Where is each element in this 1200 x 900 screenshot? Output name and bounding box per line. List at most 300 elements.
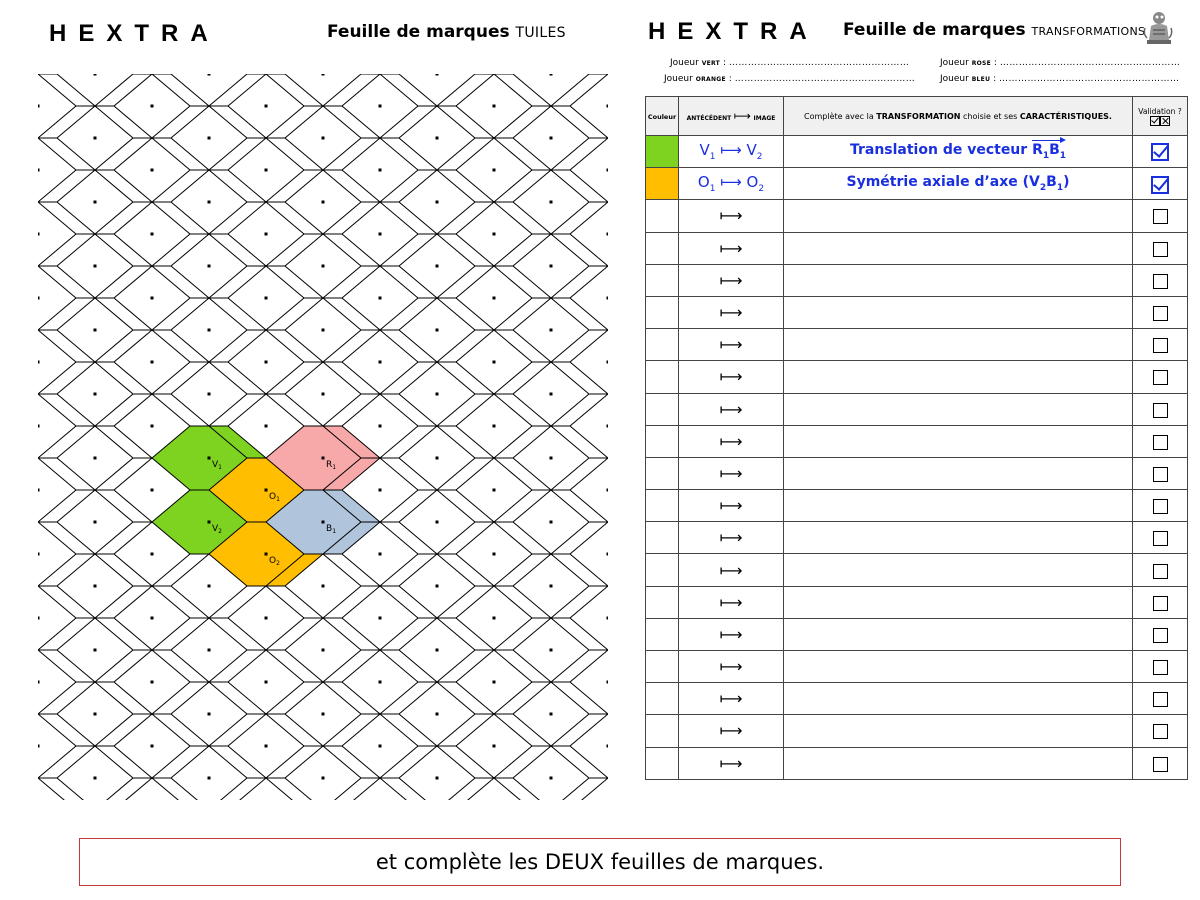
antecedent-image-cell[interactable]: ⟼ xyxy=(679,329,784,361)
transformation-cell[interactable] xyxy=(784,425,1133,457)
hex-center-dot xyxy=(208,393,211,396)
hex-center-dot xyxy=(607,745,609,748)
validation-checkbox[interactable] xyxy=(1153,757,1168,772)
header-arrow-icon: ⟼ xyxy=(733,109,751,123)
hex-center-dot xyxy=(94,713,97,716)
hex-center-dot xyxy=(493,233,496,236)
transformation-cell[interactable] xyxy=(784,554,1133,586)
hex-center-dot xyxy=(151,553,154,556)
hex-tile-label: $O_1$ xyxy=(269,492,280,503)
header-desc-transformation: TRANSFORMATION xyxy=(876,111,961,121)
validation-checkbox[interactable] xyxy=(1153,499,1168,514)
table-row xyxy=(646,747,1188,779)
hex-cell xyxy=(38,778,95,800)
validation-checkbox[interactable] xyxy=(1153,306,1168,321)
color-cell[interactable] xyxy=(646,651,679,683)
hex-center-dot xyxy=(38,489,40,492)
hex-center-dot xyxy=(322,201,325,204)
hex-center-dot xyxy=(38,233,40,236)
hex-center-dot xyxy=(151,169,154,172)
transformation-cell[interactable] xyxy=(784,329,1133,361)
transformation-cell[interactable] xyxy=(784,651,1133,683)
hex-center-dot xyxy=(493,425,496,428)
validation-cell xyxy=(1133,457,1188,489)
hex-center-dot xyxy=(379,681,382,684)
hex-center-dot xyxy=(94,521,97,524)
transformation-cell[interactable] xyxy=(784,296,1133,328)
hex-center-dot xyxy=(550,74,553,76)
hex-center-dot xyxy=(493,745,496,748)
left-sheet-subtitle: TUILES xyxy=(515,25,566,41)
right-sheet-title xyxy=(843,20,1145,40)
hex-center-dot xyxy=(38,681,40,684)
color-cell[interactable] xyxy=(646,554,679,586)
validation-cell xyxy=(1133,168,1188,200)
transformation-cell[interactable] xyxy=(784,264,1133,296)
hex-center-dot xyxy=(94,265,97,268)
mascot-logo-icon xyxy=(1143,10,1173,48)
hex-tile-label: $O_2$ xyxy=(269,556,280,567)
hex-center-dot xyxy=(38,169,40,172)
player-blue-field[interactable] xyxy=(940,74,1180,84)
hex-cell xyxy=(266,74,380,106)
checked-box-icon xyxy=(1150,116,1160,126)
hex-center-dot xyxy=(436,649,439,652)
table-row xyxy=(646,200,1188,232)
hex-center-dot xyxy=(436,201,439,204)
hex-cell xyxy=(380,746,494,800)
hex-center-dot xyxy=(94,74,97,76)
hex-center-dot xyxy=(265,553,268,556)
hex-center-dot xyxy=(322,137,325,140)
table-row xyxy=(646,586,1188,618)
color-cell xyxy=(646,168,679,200)
validation-cell xyxy=(1133,554,1188,586)
hex-center-dot xyxy=(94,585,97,588)
table-row xyxy=(646,683,1188,715)
validation-checkbox[interactable] xyxy=(1151,143,1169,161)
antecedent-image-cell[interactable]: ⟼ xyxy=(679,747,784,779)
hex-center-dot xyxy=(94,777,97,780)
hex-center-dot xyxy=(550,393,553,396)
hex-center-dot xyxy=(322,777,325,780)
validation-checkbox[interactable] xyxy=(1153,435,1168,450)
hex-center-dot xyxy=(607,425,609,428)
color-cell[interactable] xyxy=(646,457,679,489)
hex-center-dot xyxy=(550,329,553,332)
header-validation xyxy=(1133,97,1188,136)
brand-logo-left: HEXTRA xyxy=(49,20,220,47)
crossed-box-icon xyxy=(1160,116,1170,126)
validation-checkbox[interactable] xyxy=(1153,467,1168,482)
hex-center-dot xyxy=(379,745,382,748)
hex-tile-label: $R_1$ xyxy=(326,460,337,471)
antecedent-image-cell[interactable]: ⟼ xyxy=(679,651,784,683)
color-cell[interactable] xyxy=(646,425,679,457)
antecedent-image-cell: $O_1$ ⟼ $O_2$ xyxy=(679,168,784,200)
antecedent-image-cell[interactable]: ⟼ xyxy=(679,425,784,457)
hex-tile-label: $V_2$ xyxy=(212,524,222,535)
transformation-cell[interactable]: Translation de vecteur $R_1B_1$ xyxy=(784,136,1133,168)
antecedent-image-cell[interactable]: ⟼ xyxy=(679,618,784,650)
hex-center-dot xyxy=(607,553,609,556)
validation-checkbox[interactable] xyxy=(1153,403,1168,418)
color-cell[interactable] xyxy=(646,683,679,715)
hex-center-dot xyxy=(265,361,268,364)
hex-cell xyxy=(95,778,209,800)
hex-center-dot xyxy=(550,585,553,588)
validation-cell xyxy=(1133,393,1188,425)
table-row xyxy=(646,296,1188,328)
validation-checkbox[interactable] xyxy=(1153,596,1168,611)
player-pink-field[interactable] xyxy=(940,58,1180,68)
hex-center-dot xyxy=(607,617,609,620)
hex-center-dot xyxy=(208,265,211,268)
hex-center-dot xyxy=(208,521,211,524)
table-row xyxy=(646,168,1188,200)
antecedent-image-cell[interactable]: ⟼ xyxy=(679,554,784,586)
transformation-cell[interactable] xyxy=(784,490,1133,522)
table-row xyxy=(646,425,1188,457)
antecedent-image-cell: $V_1$ ⟼ $V_2$ xyxy=(679,136,784,168)
color-cell[interactable] xyxy=(646,393,679,425)
transformation-cell[interactable] xyxy=(784,618,1133,650)
hex-center-dot xyxy=(94,329,97,332)
hex-center-dot xyxy=(94,201,97,204)
header-validation-label: Validation ? xyxy=(1138,106,1182,116)
hex-center-dot xyxy=(94,393,97,396)
hex-center-dot xyxy=(151,425,154,428)
player-orange-blank: ………………………………………………… xyxy=(734,74,916,84)
transformation-cell[interactable] xyxy=(784,361,1133,393)
player-green-field[interactable] xyxy=(670,58,909,68)
hex-center-dot xyxy=(436,521,439,524)
hex-center-dot xyxy=(550,649,553,652)
hex-center-dot xyxy=(436,585,439,588)
player-orange-prefix: Joueur xyxy=(664,74,693,84)
table-row xyxy=(646,393,1188,425)
validation-cell xyxy=(1133,683,1188,715)
hex-center-dot xyxy=(151,489,154,492)
hex-center-dot xyxy=(38,105,40,108)
hex-center-dot xyxy=(607,489,609,492)
validation-cell xyxy=(1133,200,1188,232)
hex-center-dot xyxy=(265,745,268,748)
hex-center-dot xyxy=(493,489,496,492)
hex-center-dot xyxy=(436,393,439,396)
transformation-cell[interactable] xyxy=(784,522,1133,554)
color-cell[interactable] xyxy=(646,715,679,747)
hex-center-dot xyxy=(550,777,553,780)
hex-center-dot xyxy=(436,137,439,140)
hex-center-dot xyxy=(265,169,268,172)
hex-center-dot xyxy=(607,233,609,236)
validation-checkbox[interactable] xyxy=(1153,370,1168,385)
hex-center-dot xyxy=(493,553,496,556)
player-blue-colon: : xyxy=(990,74,997,84)
color-cell[interactable] xyxy=(646,200,679,232)
hex-center-dot xyxy=(322,649,325,652)
transformation-cell[interactable] xyxy=(784,232,1133,264)
table-row xyxy=(646,715,1188,747)
validation-checkbox[interactable] xyxy=(1153,724,1168,739)
antecedent-image-cell[interactable]: ⟼ xyxy=(679,683,784,715)
table-row xyxy=(646,264,1188,296)
antecedent-image-cell[interactable]: ⟼ xyxy=(679,361,784,393)
hex-center-dot xyxy=(38,745,40,748)
color-cell[interactable] xyxy=(646,586,679,618)
hex-center-dot xyxy=(265,489,268,492)
transformation-cell[interactable] xyxy=(784,715,1133,747)
validation-cell xyxy=(1133,618,1188,650)
header-antecedent-label: ANTÉCÉDENT xyxy=(686,115,732,122)
validation-checkbox[interactable] xyxy=(1153,692,1168,707)
color-cell[interactable] xyxy=(646,490,679,522)
hex-cell xyxy=(152,74,266,106)
hex-center-dot xyxy=(379,553,382,556)
hex-center-dot xyxy=(379,361,382,364)
player-orange-colon: : xyxy=(725,74,732,84)
hex-center-dot xyxy=(436,329,439,332)
hex-center-dot xyxy=(38,361,40,364)
table-row xyxy=(646,490,1188,522)
antecedent-image-cell[interactable]: ⟼ xyxy=(679,457,784,489)
hex-center-dot xyxy=(265,297,268,300)
hex-center-dot xyxy=(151,745,154,748)
color-cell[interactable] xyxy=(646,296,679,328)
player-orange-color: ORANGE xyxy=(695,76,726,83)
validation-checkbox[interactable] xyxy=(1153,628,1168,643)
transformation-cell[interactable]: Symétrie axiale d’axe $(V_2B_1)$ xyxy=(784,168,1133,200)
validation-checkbox[interactable] xyxy=(1153,274,1168,289)
validation-cell xyxy=(1133,361,1188,393)
hex-center-dot xyxy=(379,233,382,236)
table-row xyxy=(646,554,1188,586)
hex-center-dot xyxy=(550,457,553,460)
player-green-colon: : xyxy=(720,58,726,68)
player-pink-prefix: Joueur xyxy=(940,58,969,68)
table-row xyxy=(646,522,1188,554)
validation-cell xyxy=(1133,490,1188,522)
color-cell[interactable] xyxy=(646,264,679,296)
validation-cell xyxy=(1133,296,1188,328)
hex-center-dot xyxy=(436,457,439,460)
player-green-color: VERT xyxy=(701,60,721,67)
hex-center-dot xyxy=(322,393,325,396)
validation-checkbox[interactable] xyxy=(1153,564,1168,579)
hex-center-dot xyxy=(38,425,40,428)
table-header-row xyxy=(646,97,1188,136)
table-row xyxy=(646,651,1188,683)
instruction-text: et complète les DEUX feuilles de marques. xyxy=(375,850,825,874)
transformation-cell[interactable] xyxy=(784,200,1133,232)
hex-center-dot xyxy=(208,457,211,460)
player-pink-color: ROSE xyxy=(971,60,992,67)
hex-cell xyxy=(152,746,266,800)
hex-cell xyxy=(380,74,494,106)
hex-center-dot xyxy=(208,74,211,76)
hex-center-dot xyxy=(208,329,211,332)
transformation-cell[interactable] xyxy=(784,457,1133,489)
antecedent-image-cell[interactable]: ⟼ xyxy=(679,490,784,522)
hex-cell xyxy=(494,746,608,800)
hex-tile-label: $V_1$ xyxy=(212,460,222,471)
hex-center-dot xyxy=(379,297,382,300)
hex-center-dot xyxy=(322,585,325,588)
header-image-label: IMAGE xyxy=(753,115,776,122)
antecedent-image-cell[interactable]: ⟼ xyxy=(679,586,784,618)
validation-cell xyxy=(1133,136,1188,168)
antecedent-image-cell[interactable]: ⟼ xyxy=(679,393,784,425)
player-green-blank: ………………………………………………… xyxy=(728,58,910,68)
hex-center-dot xyxy=(265,233,268,236)
hex-center-dot xyxy=(436,74,439,76)
header-desc-mid: choisie et ses xyxy=(963,111,1018,121)
transformation-cell[interactable] xyxy=(784,393,1133,425)
hex-center-dot xyxy=(607,681,609,684)
player-blue-prefix: Joueur xyxy=(940,74,969,84)
table-row xyxy=(646,618,1188,650)
table-row xyxy=(646,457,1188,489)
table-row xyxy=(646,361,1188,393)
color-cell[interactable] xyxy=(646,747,679,779)
hex-center-dot xyxy=(208,201,211,204)
hex-center-dot xyxy=(550,713,553,716)
player-orange-field[interactable] xyxy=(664,74,915,84)
hex-center-dot xyxy=(94,649,97,652)
header-desc-caracteristiques: CARACTÉRISTIQUES. xyxy=(1019,111,1112,121)
color-cell[interactable] xyxy=(646,329,679,361)
antecedent-image-cell[interactable]: ⟼ xyxy=(679,522,784,554)
hex-center-dot xyxy=(322,457,325,460)
left-sheet-title xyxy=(327,22,566,42)
hex-center-dot xyxy=(493,617,496,620)
hex-grid xyxy=(38,74,608,800)
hex-center-dot xyxy=(265,617,268,620)
hex-center-dot xyxy=(208,713,211,716)
player-pink-blank: ………………………………………………… xyxy=(999,58,1181,68)
hex-center-dot xyxy=(38,617,40,620)
transformation-cell[interactable] xyxy=(784,747,1133,779)
validation-checkbox[interactable] xyxy=(1153,242,1168,257)
antecedent-image-cell[interactable]: ⟼ xyxy=(679,264,784,296)
hex-center-dot xyxy=(379,617,382,620)
table-row xyxy=(646,329,1188,361)
validation-cell xyxy=(1133,651,1188,683)
hex-center-dot xyxy=(379,169,382,172)
hex-center-dot xyxy=(550,137,553,140)
antecedent-image-cell[interactable]: ⟼ xyxy=(679,232,784,264)
header-color: Couleur xyxy=(646,97,679,136)
hex-center-dot xyxy=(550,521,553,524)
table-row xyxy=(646,136,1188,168)
right-sheet-subtitle: TRANSFORMATIONS xyxy=(1031,25,1146,38)
hex-tile-label: $B_1$ xyxy=(326,524,337,535)
hex-cell xyxy=(209,778,323,800)
hex-center-dot xyxy=(607,297,609,300)
color-cell[interactable] xyxy=(646,232,679,264)
validation-checkbox[interactable] xyxy=(1153,338,1168,353)
header-description xyxy=(784,97,1133,136)
validation-cell xyxy=(1133,747,1188,779)
validation-checkbox[interactable] xyxy=(1153,531,1168,546)
validation-cell xyxy=(1133,715,1188,747)
hex-center-dot xyxy=(322,521,325,524)
instruction-banner xyxy=(79,838,1121,886)
hex-cell xyxy=(38,74,152,106)
validation-cell xyxy=(1133,425,1188,457)
hex-center-dot xyxy=(208,649,211,652)
hex-center-dot xyxy=(265,681,268,684)
brand-logo-right: HEXTRA xyxy=(648,18,819,45)
hex-center-dot xyxy=(265,105,268,108)
hex-center-dot xyxy=(151,681,154,684)
validation-cell xyxy=(1133,232,1188,264)
transformation-cell[interactable] xyxy=(784,586,1133,618)
antecedent-image-cell[interactable]: ⟼ xyxy=(679,200,784,232)
hex-center-dot xyxy=(436,777,439,780)
validation-cell xyxy=(1133,586,1188,618)
hex-center-dot xyxy=(607,361,609,364)
hex-center-dot xyxy=(208,777,211,780)
hex-center-dot xyxy=(208,137,211,140)
hex-cell xyxy=(494,74,608,106)
color-cell[interactable] xyxy=(646,361,679,393)
color-cell xyxy=(646,136,679,168)
hex-center-dot xyxy=(151,233,154,236)
hex-center-dot xyxy=(151,297,154,300)
hex-center-dot xyxy=(208,585,211,588)
header-antecedent-image xyxy=(679,97,784,136)
hex-center-dot xyxy=(607,169,609,172)
hex-center-dot xyxy=(38,553,40,556)
hex-center-dot xyxy=(436,713,439,716)
hex-cell xyxy=(38,746,152,800)
validation-checkbox[interactable] xyxy=(1151,176,1169,194)
hex-center-dot xyxy=(265,425,268,428)
hex-center-dot xyxy=(379,425,382,428)
hex-center-dot xyxy=(493,297,496,300)
hex-center-dot xyxy=(550,265,553,268)
hex-center-dot xyxy=(493,169,496,172)
hex-center-dot xyxy=(550,201,553,204)
antecedent-image-cell[interactable]: ⟼ xyxy=(679,715,784,747)
color-cell[interactable] xyxy=(646,522,679,554)
hex-center-dot xyxy=(322,265,325,268)
validation-checkbox[interactable] xyxy=(1153,660,1168,675)
validation-checkbox[interactable] xyxy=(1153,209,1168,224)
player-green-prefix: Joueur xyxy=(670,58,699,68)
right-sheet-title-main: Feuille de marques xyxy=(843,20,1026,40)
validation-cell xyxy=(1133,264,1188,296)
hex-center-dot xyxy=(94,457,97,460)
hex-center-dot xyxy=(493,105,496,108)
color-cell[interactable] xyxy=(646,618,679,650)
transformation-cell[interactable] xyxy=(784,683,1133,715)
hex-center-dot xyxy=(151,105,154,108)
hex-cell xyxy=(551,778,608,800)
hex-cell xyxy=(437,778,551,800)
antecedent-image-cell[interactable]: ⟼ xyxy=(679,296,784,328)
hex-center-dot xyxy=(38,297,40,300)
validation-cell xyxy=(1133,522,1188,554)
hex-center-dot xyxy=(151,361,154,364)
hex-center-dot xyxy=(322,329,325,332)
header-desc-pre: Complète avec la xyxy=(804,111,874,121)
hex-center-dot xyxy=(493,681,496,684)
player-blue-blank: ………………………………………………… xyxy=(999,74,1180,84)
hex-center-dot xyxy=(379,489,382,492)
